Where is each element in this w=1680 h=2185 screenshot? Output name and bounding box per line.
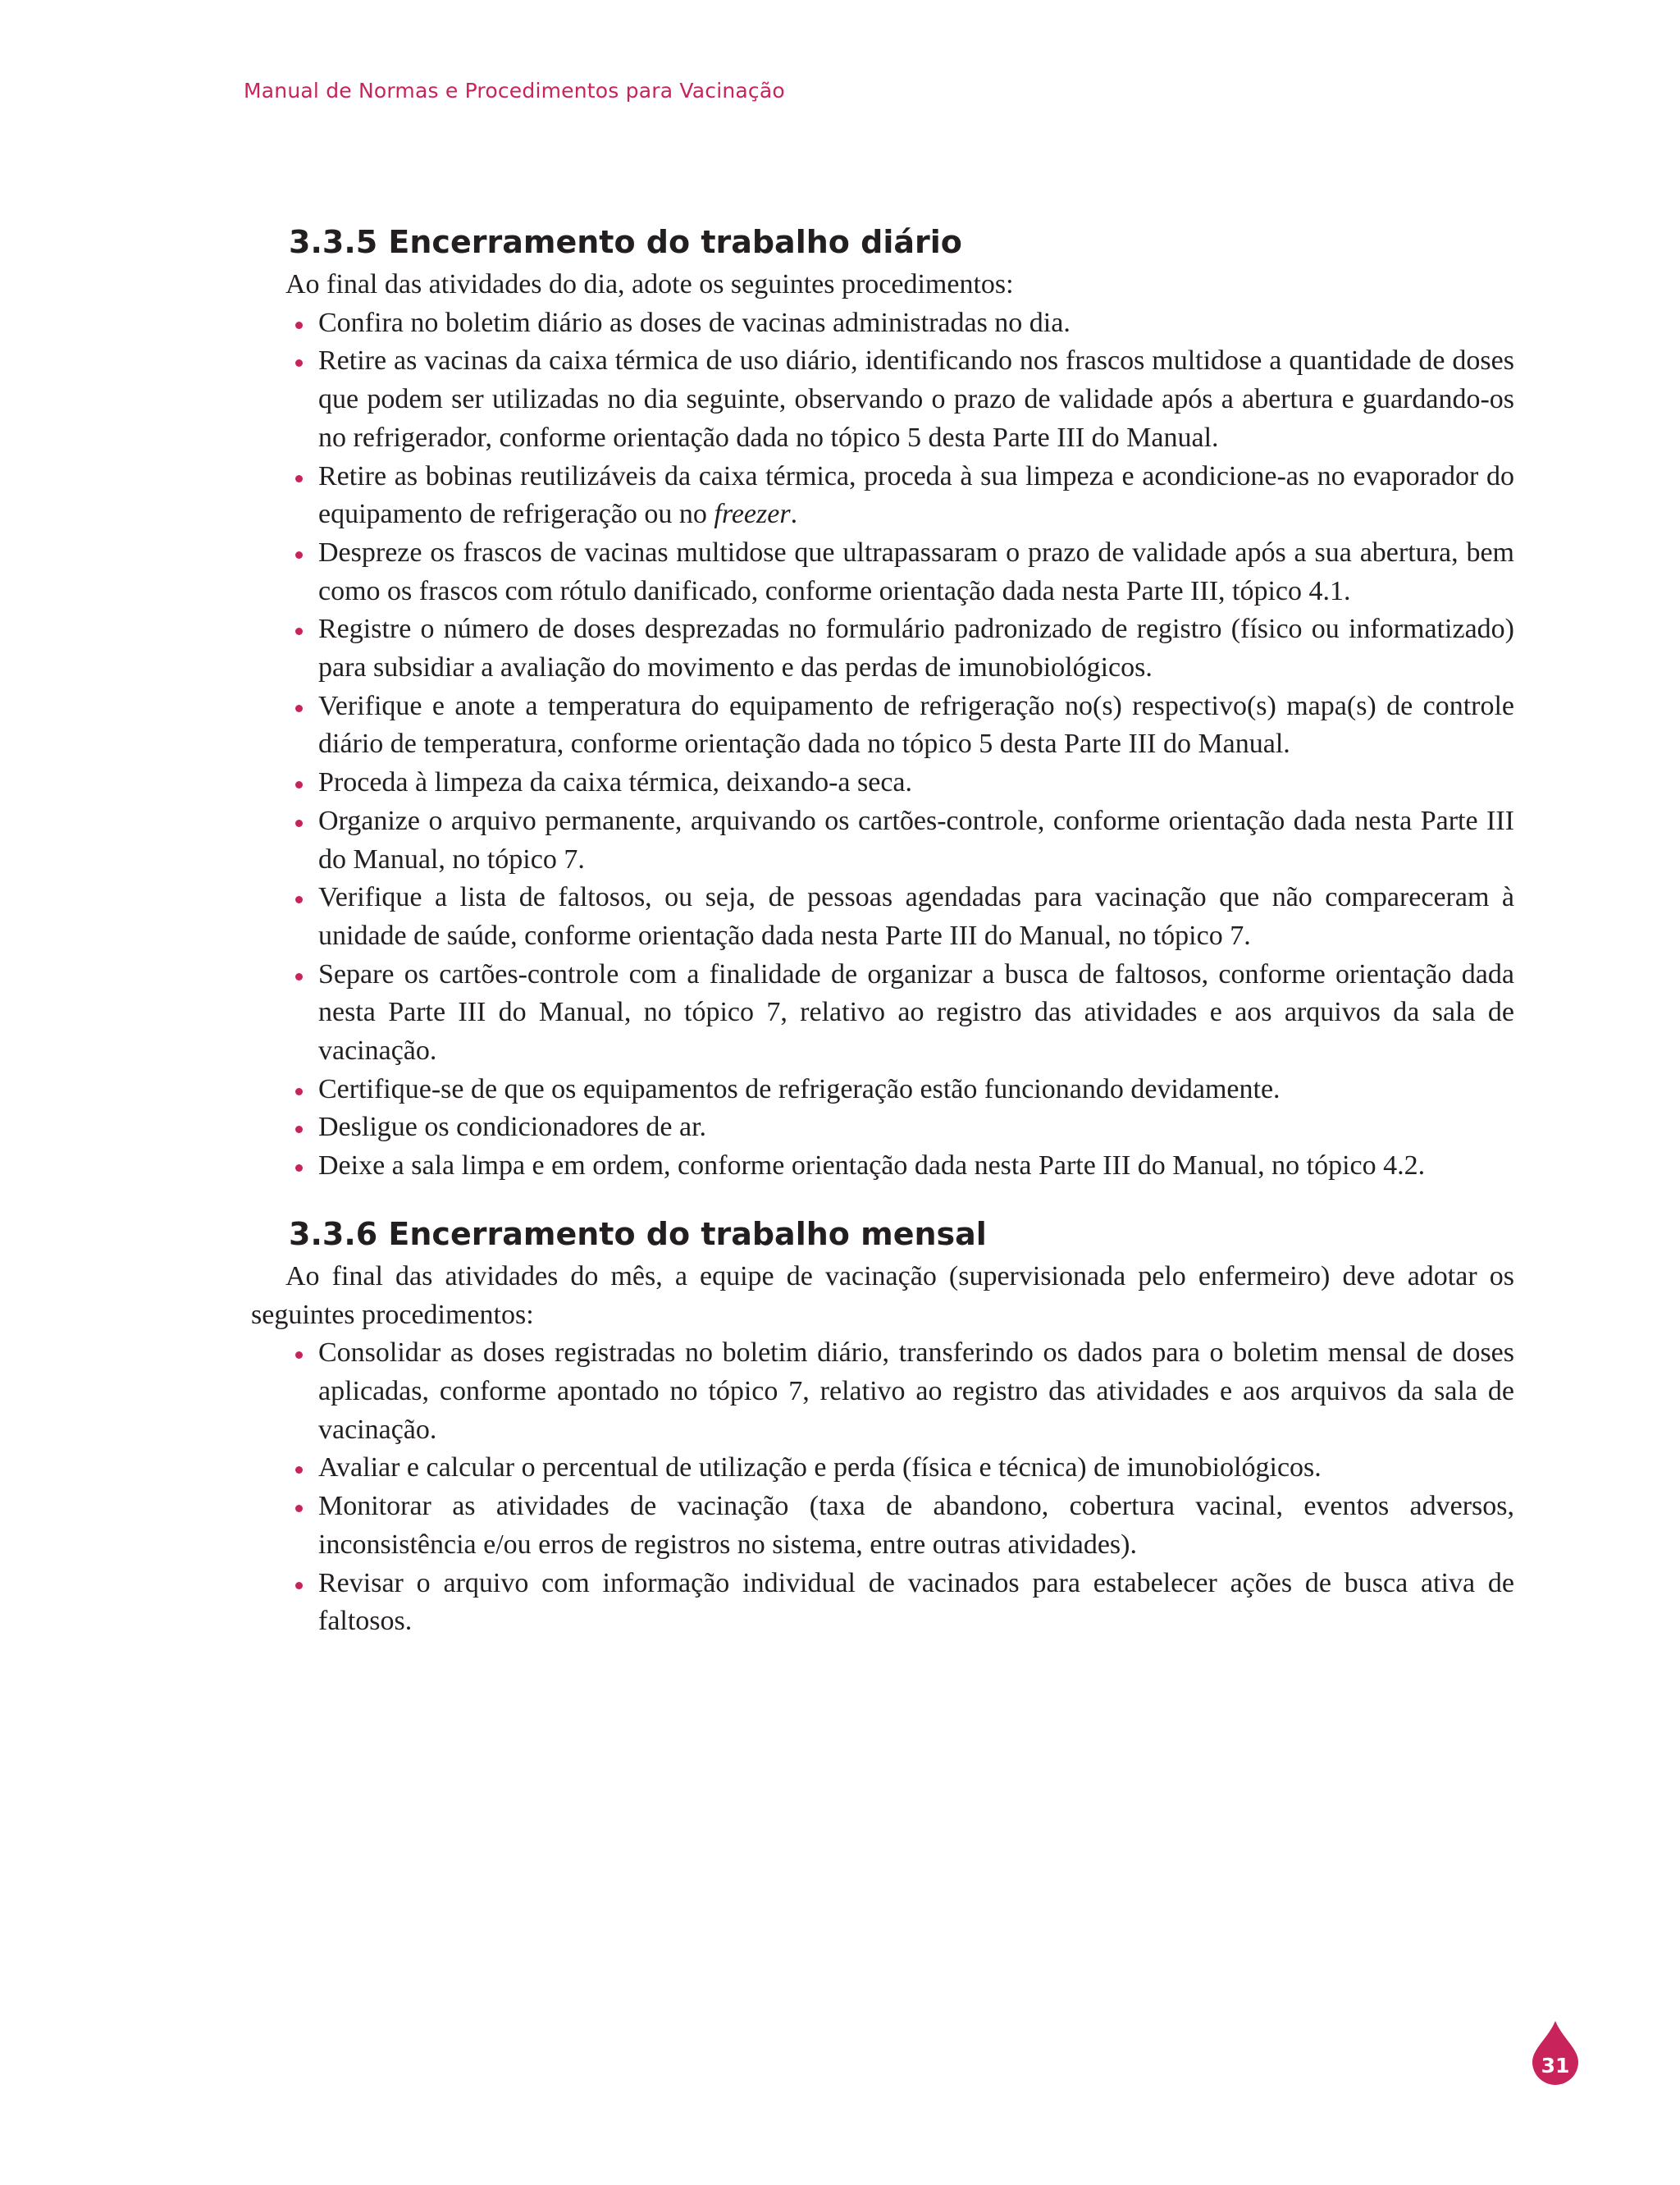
section-intro: Ao final das atividades do dia, adote os seguintes procedimentos:	[285, 269, 1014, 299]
list-item: Deixe a sala limpa e em ordem, conforme orientação dada nesta Parte III do Manual, no tópico 4.2.	[318, 1147, 1514, 1186]
procedure-list	[251, 1334, 1514, 1641]
page-number-badge	[1531, 2021, 1580, 2085]
running-header: Manual de Normas e Procedimentos para Vacinação	[244, 79, 785, 103]
list-item: Proceda à limpeza da caixa térmica, deixando-a seca.	[318, 764, 1514, 802]
list-item: Revisar o arquivo com informação individual de vacinados para estabelecer ações de busca ativa de faltosos.	[318, 1565, 1514, 1641]
section-heading: 3.3.6 Encerramento do trabalho mensal	[289, 1215, 987, 1252]
list-item-text: Retire as bobinas reutilizáveis da caixa térmica, proceda à sua limpeza e acondicione-as no evaporador do equipamento de refrigeração ou no freezer.	[318, 460, 1514, 530]
list-item	[318, 458, 1514, 534]
list-item: Consolidar as doses registradas no boletim diário, transferindo os dados para o boletim mensal de doses aplicadas, conforme apontado no tópico 7, relativo ao registro das atividades e aos arquivos da sala de vacinação.	[318, 1334, 1514, 1449]
document-body	[251, 218, 1514, 1641]
list-item: Desligue os condicionadores de ar.	[318, 1108, 1514, 1147]
section-intro: Ao final das atividades do mês, a equipe de vacinação (supervisionada pelo enfermeiro) deve adotar os seguintes procedimentos:	[251, 1260, 1514, 1330]
section-monthly-closing	[251, 1210, 1514, 1641]
list-item: Organize o arquivo permanente, arquivando os cartões-controle, conforme orientação dada nesta Parte III do Manual, no tópico 7.	[318, 802, 1514, 879]
list-item: Separe os cartões-controle com a finalidade de organizar a busca de faltosos, conforme orientação dada nesta Parte III do Manual, no tópico 7, relativo ao registro das atividades e aos arquivos da sala de vacinação.	[318, 956, 1514, 1071]
section-daily-closing	[251, 218, 1514, 1186]
list-item: Avaliar e calcular o percentual de utilização e perda (física e técnica) de imunobiológicos.	[318, 1449, 1514, 1488]
list-item: Registre o número de doses desprezadas no formulário padronizado de registro (físico ou informatizado) para subsidiar a avaliação do movimento e das perdas de imunobiológicos.	[318, 610, 1514, 687]
list-item: Certifique-se de que os equipamentos de refrigeração estão funcionando devidamente.	[318, 1071, 1514, 1109]
list-item: Verifique a lista de faltosos, ou seja, de pessoas agendadas para vacinação que não compareceram à unidade de saúde, conforme orientação dada nesta Parte III do Manual, no tópico 7.	[318, 879, 1514, 955]
list-item: Retire as vacinas da caixa térmica de uso diário, identificando nos frascos multidose a quantidade de doses que podem ser utilizadas no dia seguinte, observando o prazo de validade após a abertura e guardando-os no refrigerador, conforme orientação dada no tópico 5 desta Parte III do Manual.	[318, 342, 1514, 457]
procedure-list	[251, 304, 1514, 1186]
list-item: Monitorar as atividades de vacinação (taxa de abandono, cobertura vacinal, eventos adversos, inconsistência e/ou erros de registros no sistema, entre outras atividades).	[318, 1488, 1514, 1564]
list-item: Verifique e anote a temperatura do equipamento de refrigeração no(s) respectivo(s) mapa(s) de controle diário de temperatura, conforme orientação dada no tópico 5 desta Parte III do Manual.	[318, 688, 1514, 764]
page-number: 31	[1541, 2054, 1570, 2078]
list-item: Despreze os frascos de vacinas multidose que ultrapassaram o prazo de validade após a sua abertura, bem como os frascos com rótulo danificado, conforme orientação dada nesta Parte III, tópico 4.1.	[318, 534, 1514, 610]
section-heading: 3.3.5 Encerramento do trabalho diário	[289, 224, 962, 260]
list-item: Confira no boletim diário as doses de vacinas administradas no dia.	[318, 304, 1514, 343]
